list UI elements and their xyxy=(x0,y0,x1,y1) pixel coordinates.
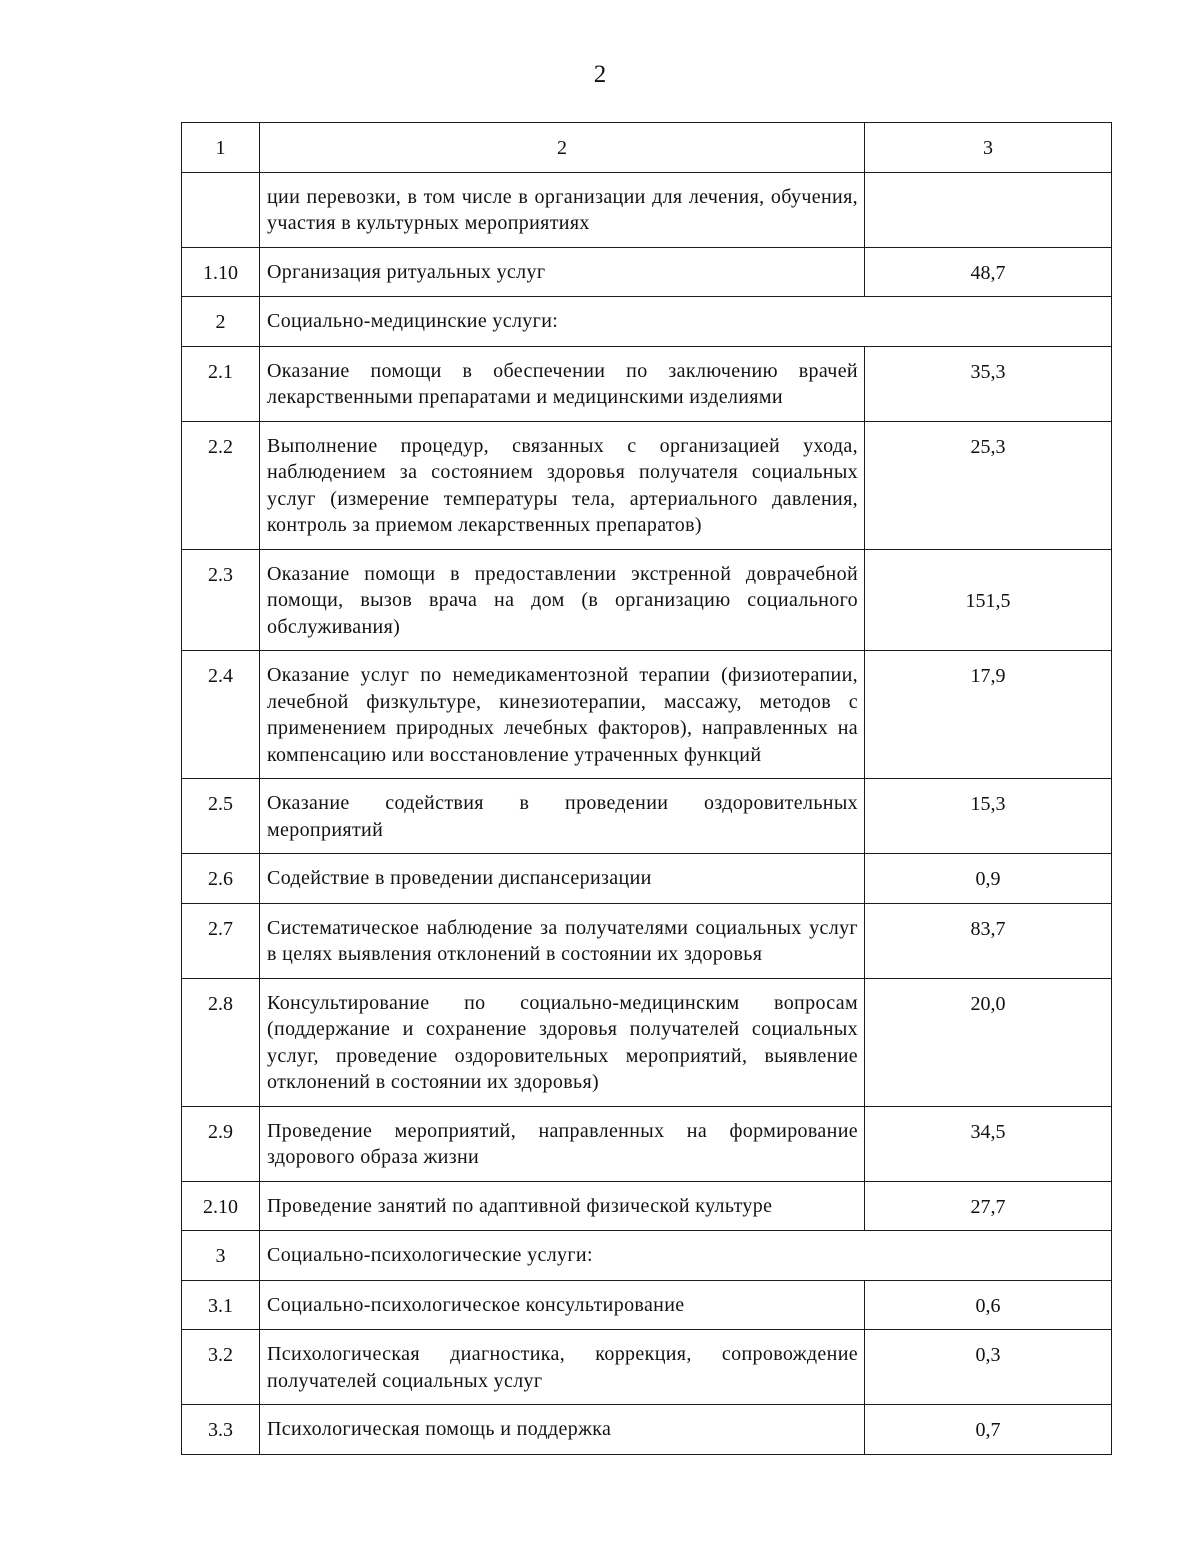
row-number: 2.5 xyxy=(182,779,260,854)
service-name: Организация ритуальных услуг xyxy=(260,247,865,297)
table-row xyxy=(182,1106,1112,1181)
row-number: 1.10 xyxy=(182,247,260,297)
row-number: 2.2 xyxy=(182,421,260,549)
service-value: 0,7 xyxy=(865,1405,1112,1455)
service-value: 27,7 xyxy=(865,1181,1112,1231)
service-name: ции перевозки, в том числе в организации для лечения, обучения, участия в культурных мероприятиях xyxy=(260,172,865,247)
service-value xyxy=(865,172,1112,247)
service-name: Социально-психологическое консультирование xyxy=(260,1280,865,1330)
page-number: 2 xyxy=(593,61,607,88)
section-title: Социально-психологические услуги: xyxy=(260,1231,865,1281)
service-name: Оказание содействия в проведении оздоровительных мероприятий xyxy=(260,779,865,854)
column-header-number: 1 xyxy=(182,123,260,173)
table-row xyxy=(182,903,1112,978)
row-number: 2.6 xyxy=(182,854,260,904)
table-row xyxy=(182,1181,1112,1231)
service-value: 0,9 xyxy=(865,854,1112,904)
service-name: Психологическая диагностика, коррекция, сопровождение получателей социальных услуг xyxy=(260,1330,865,1405)
section-row xyxy=(182,1231,1112,1281)
table-row xyxy=(182,549,1112,651)
row-number: 2.4 xyxy=(182,651,260,779)
row-number: 3.2 xyxy=(182,1330,260,1405)
service-value: 0,6 xyxy=(865,1280,1112,1330)
table-row xyxy=(182,346,1112,421)
section-row xyxy=(182,297,1112,347)
row-number: 2.7 xyxy=(182,903,260,978)
service-name: Проведение занятий по адаптивной физической культуре xyxy=(260,1181,865,1231)
row-number: 3.3 xyxy=(182,1405,260,1455)
row-number: 3 xyxy=(182,1231,260,1281)
service-name: Оказание помощи в предоставлении экстренной доврачебной помощи, вызов врача на дом (в организацию социального обслуживания) xyxy=(260,549,865,651)
row-number: 2.9 xyxy=(182,1106,260,1181)
table-row xyxy=(182,1280,1112,1330)
table-row xyxy=(182,247,1112,297)
service-name: Оказание помощи в обеспечении по заключению врачей лекарственными препаратами и медицинскими изделиями xyxy=(260,346,865,421)
column-header-value: 3 xyxy=(865,123,1112,173)
service-value: 151,5 xyxy=(865,549,1112,651)
service-name: Психологическая помощь и поддержка xyxy=(260,1405,865,1455)
services-table xyxy=(181,122,1112,1455)
service-name: Консультирование по социально-медицинским вопросам (поддержание и сохранение здоровья получателей социальных услуг, проведение оздоровительных мероприятий, выявление отклонений в состоянии их здоровья) xyxy=(260,978,865,1106)
service-name: Оказание услуг по немедикаментозной терапии (физиотерапии, лечебной физкультуре, кинезиотерапии, массажу, методов с применением природных лечебных факторов), направленных на компенсацию или восстановление утраченных функций xyxy=(260,651,865,779)
service-value: 34,5 xyxy=(865,1106,1112,1181)
table-header-row xyxy=(182,123,1112,173)
section-title: Социально-медицинские услуги: xyxy=(260,297,865,347)
service-name: Выполнение процедур, связанных с организацией ухода, наблюдением за состоянием здоровья получателя социальных услуг (измерение температуры тела, артериального давления, контроль за приемом лекарственных препаратов) xyxy=(260,421,865,549)
table-row xyxy=(182,978,1112,1106)
table-row xyxy=(182,651,1112,779)
service-value: 48,7 xyxy=(865,247,1112,297)
service-name: Содействие в проведении диспансеризации xyxy=(260,854,865,904)
service-name: Проведение мероприятий, направленных на формирование здорового образа жизни xyxy=(260,1106,865,1181)
row-number: 2.10 xyxy=(182,1181,260,1231)
column-header-name: 2 xyxy=(260,123,865,173)
row-number: 3.1 xyxy=(182,1280,260,1330)
table-row xyxy=(182,1330,1112,1405)
service-value: 15,3 xyxy=(865,779,1112,854)
service-value xyxy=(865,1231,1112,1281)
row-number: 2.8 xyxy=(182,978,260,1106)
row-number xyxy=(182,172,260,247)
service-name: Систематическое наблюдение за получателями социальных услуг в целях выявления отклонений в состоянии их здоровья xyxy=(260,903,865,978)
row-number: 2.3 xyxy=(182,549,260,651)
service-value xyxy=(865,297,1112,347)
table-row xyxy=(182,779,1112,854)
table-row xyxy=(182,1405,1112,1455)
row-number: 2.1 xyxy=(182,346,260,421)
service-value: 20,0 xyxy=(865,978,1112,1106)
table-row xyxy=(182,172,1112,247)
table-row xyxy=(182,421,1112,549)
service-value: 17,9 xyxy=(865,651,1112,779)
row-number: 2 xyxy=(182,297,260,347)
service-value: 25,3 xyxy=(865,421,1112,549)
service-value: 0,3 xyxy=(865,1330,1112,1405)
service-value: 35,3 xyxy=(865,346,1112,421)
table-body xyxy=(182,172,1112,1454)
table-row xyxy=(182,854,1112,904)
service-value: 83,7 xyxy=(865,903,1112,978)
